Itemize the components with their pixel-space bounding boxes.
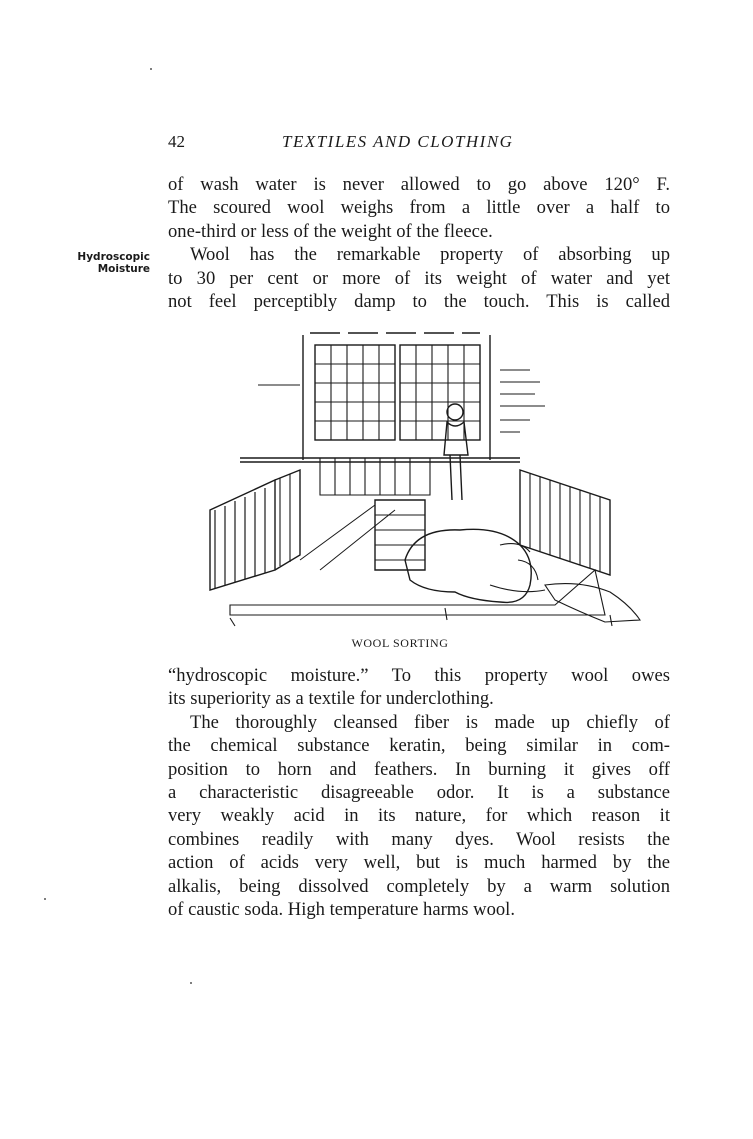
text-block-top [168,173,670,313]
text-line: its superiority as a textile for underclothing. [168,688,494,710]
text-line: the chemical substance keratin, being similar in com- [168,735,670,757]
text-line: a characteristic disagreeable odor. It is a substance [168,781,670,803]
text-line: Wool has the remarkable property of absorbing up [190,244,670,266]
margin-note-line: Moisture [97,263,150,275]
text-block-bottom [168,664,670,921]
text-line: action of acids very well, but is much harmed by the [168,852,670,874]
scan-speck [150,68,152,70]
text-line: of caustic soda. High temperature harms wool. [168,898,515,920]
text-line: position to horn and feathers. In burning it gives off [168,758,670,780]
text-line: The scoured wool weighs from a little over a half to [168,197,670,219]
running-head [168,132,668,154]
scan-speck [44,898,46,900]
running-title: TEXTILES AND CLOTHING [282,132,514,151]
text-line: one-third or less of the weight of the fleece. [168,220,493,242]
margin-note-line: Hydroscopic [77,251,150,263]
text-line: “hydroscopic moisture.” To this property wool owes [168,665,670,686]
wool-sorting-illustration [200,330,645,630]
text-line: to 30 per cent or more of its weight of water and yet [168,267,670,289]
text-line: alkalis, being dissolved completely by a warm solution [168,875,670,897]
text-line: The thoroughly cleansed fiber is made up chiefly of [190,711,670,733]
text-line: combines readily with many dyes. Wool resists the [168,828,670,850]
text-line: not feel perceptibly damp to the touch. This is called [168,290,670,312]
figure-caption: WOOL SORTING [351,636,449,650]
text-line: very weakly acid in its nature, for which reason it [168,805,670,827]
page-number: 42 [168,132,185,151]
margin-note [60,251,150,275]
scan-speck [190,982,192,984]
text-line: of wash water is never allowed to go above 120° F. [168,174,670,195]
